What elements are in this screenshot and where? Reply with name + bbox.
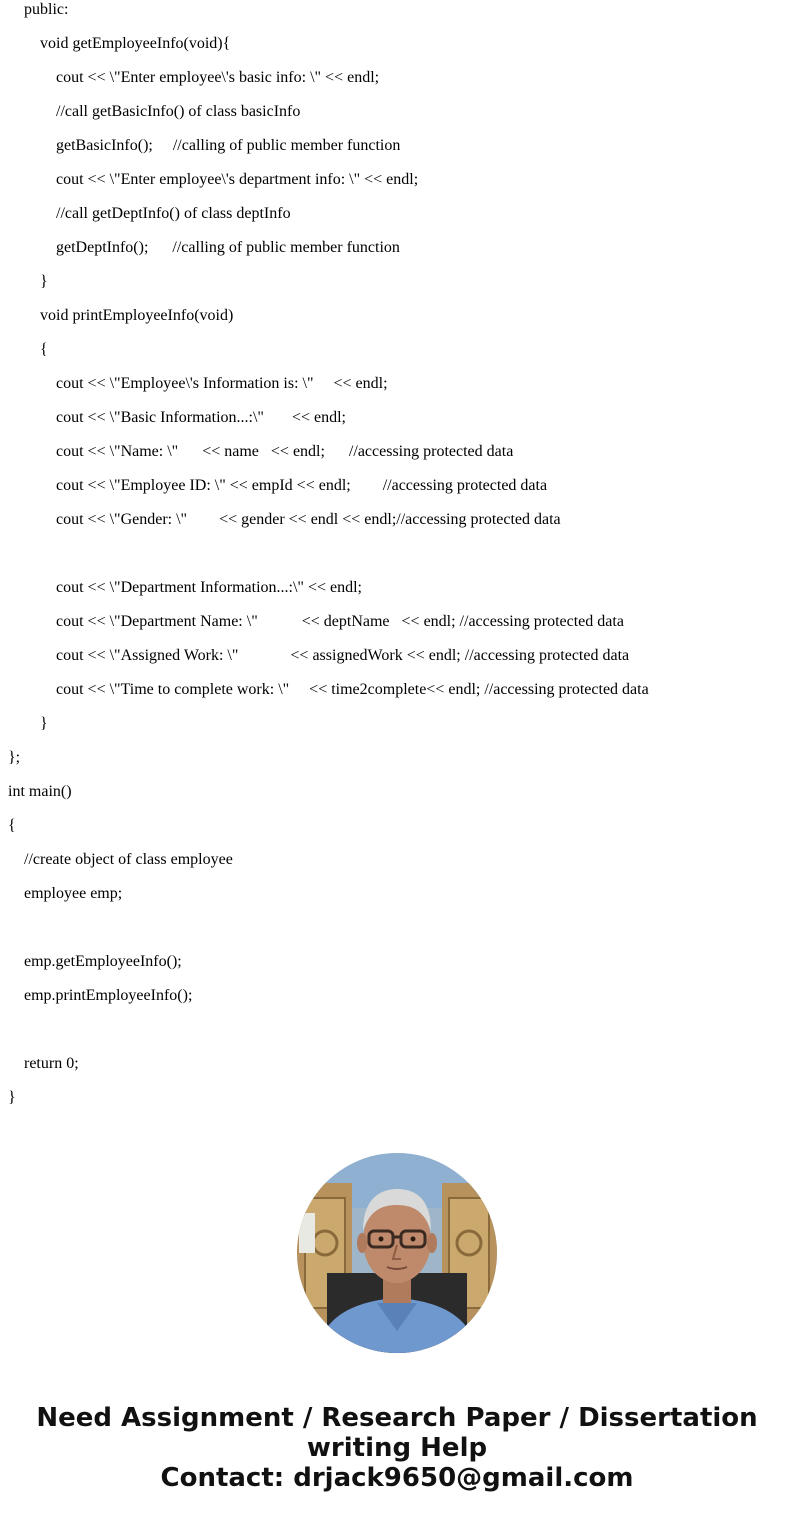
code-line: }: [40, 273, 48, 290]
code-line: //create object of class employee: [24, 851, 233, 868]
code-line: emp.getEmployeeInfo();: [24, 953, 182, 970]
code-line: void getEmployeeInfo(void){: [40, 35, 231, 52]
author-portrait-icon: [297, 1153, 497, 1353]
code-line: [0, 1020, 794, 1054]
code-line: cout << \"Name: \" << name << endl; //accessing protected data: [56, 443, 514, 460]
code-line: cout << \"Enter employee\'s department info: \" << endl;: [56, 171, 419, 188]
code-line: public:: [24, 1, 69, 18]
author-avatar: [297, 1153, 497, 1353]
code-line: };: [8, 749, 21, 766]
code-line: employee emp;: [24, 885, 123, 902]
footer-line-1: Need Assignment / Research Paper / Dissertation: [36, 1403, 758, 1433]
code-line: getBasicInfo(); //calling of public member function: [56, 137, 401, 154]
code-line: //call getDeptInfo() of class deptInfo: [56, 205, 291, 222]
code-line: [0, 918, 794, 952]
code-line: cout << \"Enter employee\'s basic info: \" << endl;: [56, 69, 380, 86]
code-line: cout << \"Gender: \" << gender << endl << endl;//accessing protected data: [56, 511, 561, 528]
footer-line-2: writing Help: [306, 1433, 488, 1463]
code-line: }: [8, 1089, 16, 1106]
code-line: [0, 544, 794, 578]
code-line: cout << \"Basic Information...:\" << endl;: [56, 409, 346, 426]
code-line: cout << \"Time to complete work: \" << time2complete<< endl; //accessing protected data: [56, 681, 649, 698]
code-line: void printEmployeeInfo(void): [40, 307, 234, 324]
code-line: cout << \"Department Name: \" << deptName << endl; //accessing protected data: [56, 613, 624, 630]
code-line: cout << \"Assigned Work: \" << assignedWork << endl; //accessing protected data: [56, 647, 630, 664]
code-line: getDeptInfo(); //calling of public member function: [56, 239, 400, 256]
code-line: }: [40, 715, 48, 732]
code-line: emp.printEmployeeInfo();: [24, 987, 193, 1004]
footer-banner: [0, 1403, 794, 1493]
footer-contact: Contact: drjack9650@gmail.com: [160, 1463, 634, 1493]
code-line: cout << \"Employee\'s Information is: \" << endl;: [56, 375, 388, 392]
code-line: //call getBasicInfo() of class basicInfo: [56, 103, 301, 120]
code-line: int main(): [8, 783, 72, 800]
code-line: cout << \"Employee ID: \" << empId << endl; //accessing protected data: [56, 477, 548, 494]
code-line: cout << \"Department Information...:\" << endl;: [56, 579, 362, 596]
code-line: return 0;: [24, 1055, 79, 1072]
code-line: {: [40, 341, 48, 358]
code-line: {: [8, 817, 16, 834]
